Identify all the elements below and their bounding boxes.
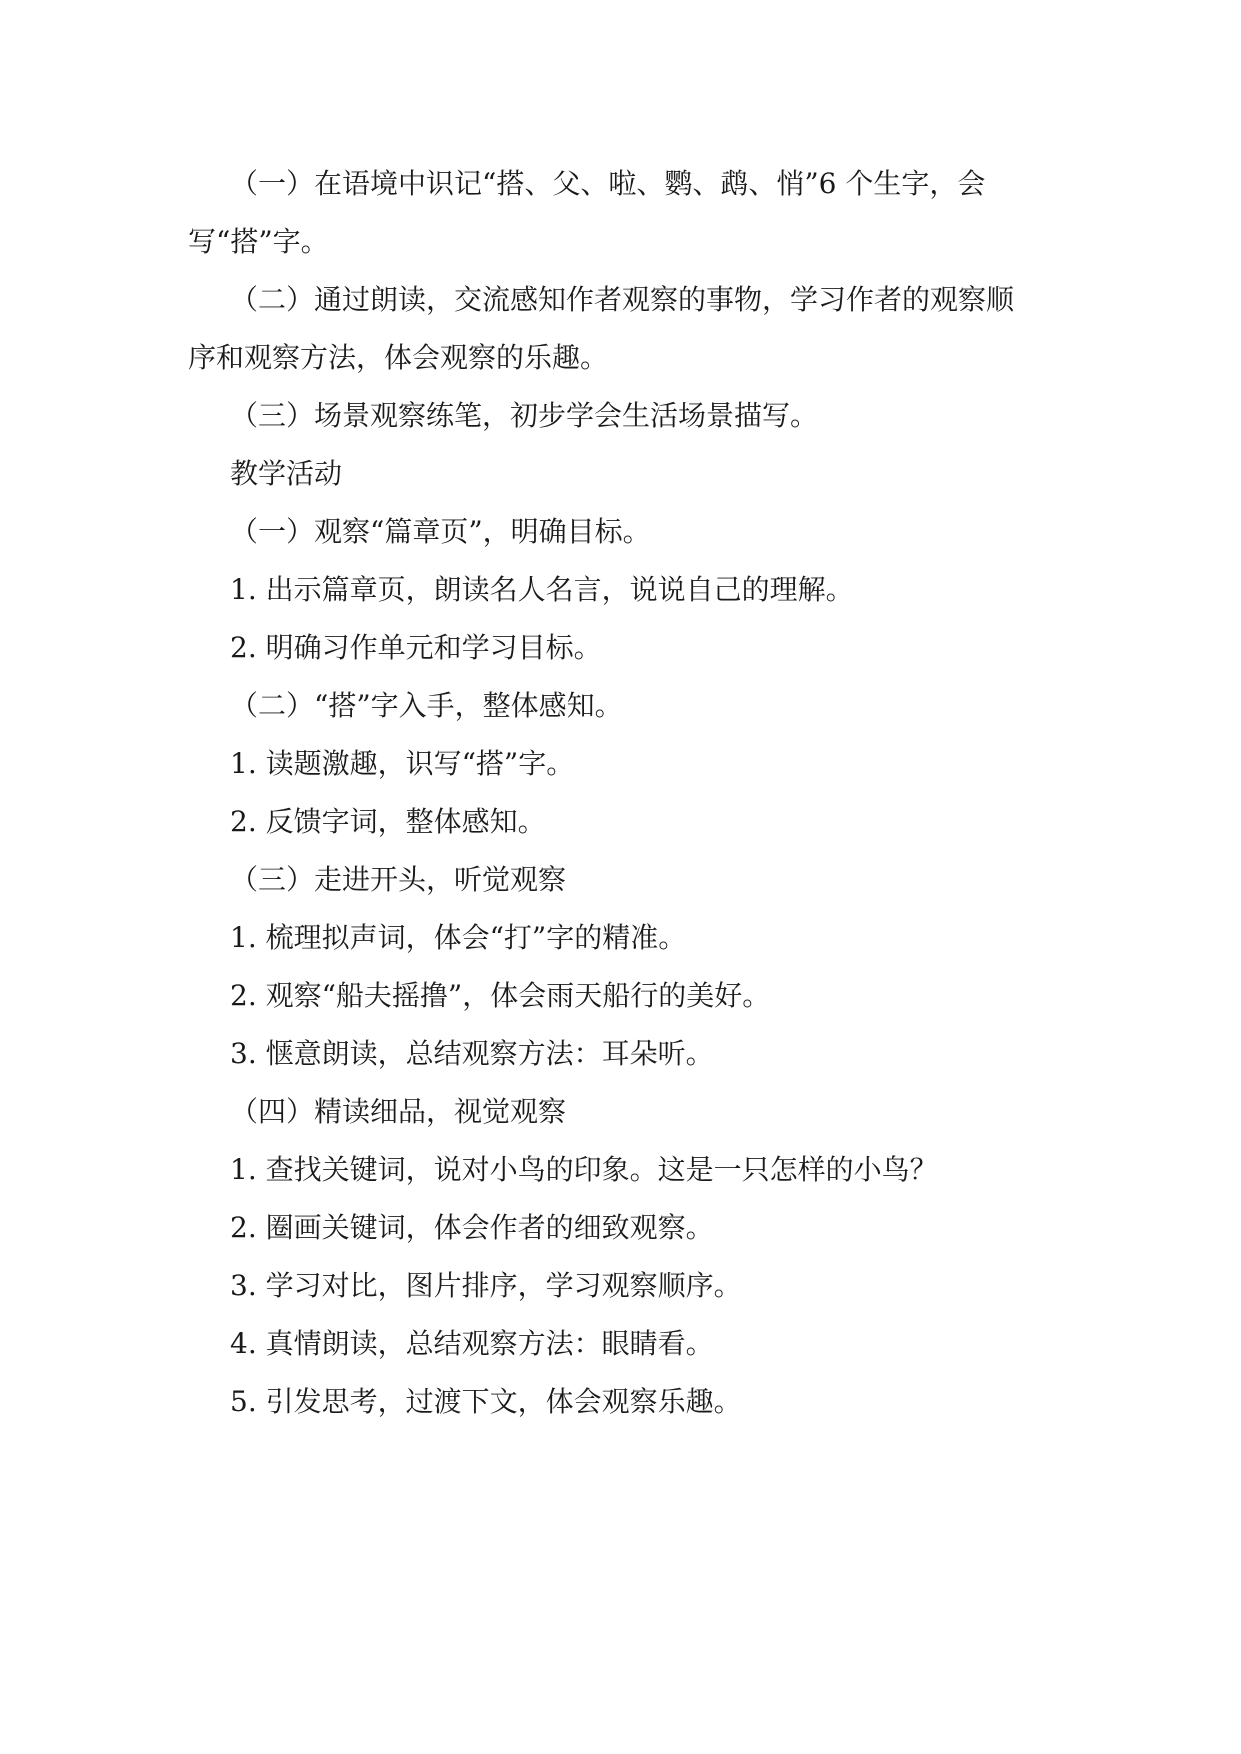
section-heading: 教学活动 — [230, 457, 343, 490]
activity-4-step-4: 4. 真情朗读，总结观察方法：眼睛看。 — [230, 1327, 714, 1360]
objective-3: （三）场景观察练笔，初步学会生活场景描写。 — [230, 399, 819, 432]
activity-4-step-3: 3. 学习对比，图片排序，学习观察顺序。 — [230, 1269, 742, 1302]
activity-1-heading: （一）观察“篇章页”，明确目标。 — [230, 515, 651, 548]
activity-3-step-2: 2. 观察“船夫摇撸”，体会雨天船行的美好。 — [230, 979, 771, 1012]
activity-2-heading: （二）“搭”字入手，整体感知。 — [230, 689, 623, 722]
activity-4-heading: （四）精读细品，视觉观察 — [230, 1095, 567, 1128]
activity-4-step-1: 1. 查找关键词，说对小鸟的印象。这是一只怎样的小鸟？ — [230, 1153, 938, 1186]
activity-3-heading: （三）走进开头，听觉观察 — [230, 863, 567, 896]
activity-4-step-2: 2. 圈画关键词，体会作者的细致观察。 — [230, 1211, 714, 1244]
activity-1-step-2: 2. 明确习作单元和学习目标。 — [230, 631, 602, 664]
objective-1-line-2: 写“搭”字。 — [188, 225, 329, 258]
activity-2-step-1: 1. 读题激趣，识写“搭”字。 — [230, 747, 575, 780]
objective-2-line-1: （二）通过朗读，交流感知作者观察的事物，学习作者的观察顺 — [230, 283, 1015, 316]
activity-3-step-1: 1. 梳理拟声词，体会“打”字的精准。 — [230, 921, 687, 954]
activity-4-step-5: 5. 引发思考，过渡下文，体会观察乐趣。 — [230, 1385, 742, 1418]
objective-2-line-2: 序和观察方法，体会观察的乐趣。 — [188, 341, 609, 374]
activity-2-step-2: 2. 反馈字词，整体感知。 — [230, 805, 546, 838]
objective-1-line-1: （一）在语境中识记“搭、父、啦、鹦、鹉、悄”6 个生字，会 — [230, 167, 986, 200]
activity-3-step-3: 3. 惬意朗读，总结观察方法：耳朵听。 — [230, 1037, 714, 1070]
activity-1-step-1: 1. 出示篇章页，朗读名人名言，说说自己的理解。 — [230, 573, 854, 606]
